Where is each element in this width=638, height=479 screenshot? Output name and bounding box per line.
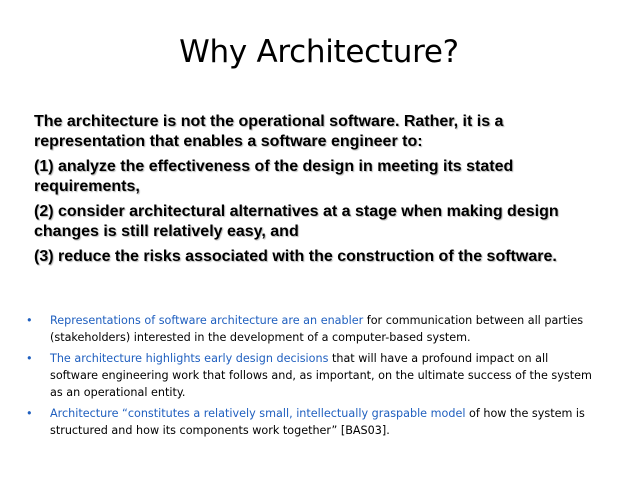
bullet-highlight: Representations of software architecture are an enabler	[50, 314, 364, 327]
bullet-marker: •	[26, 314, 33, 327]
quote-point-1: (1) analyze the effectiveness of the design in meeting its stated requirements,	[34, 158, 514, 195]
bullet-item	[26, 312, 592, 346]
bullet-item	[26, 405, 592, 439]
quote-block	[34, 112, 594, 273]
bullet-marker: •	[26, 407, 33, 420]
quote-point-3: (3) reduce the risks associated with the construction of the software.	[34, 248, 557, 265]
quote-intro: The architecture is not the operational software. Rather, it is a representation that enables a software engineer to:	[34, 113, 504, 150]
bullet-item	[26, 350, 592, 401]
bullet-marker: •	[26, 352, 33, 365]
bullet-highlight: The architecture highlights early design decisions	[50, 352, 329, 365]
bullet-text: for communication between all parties (stakeholders) interested in the development of a computer-based system.	[50, 314, 584, 344]
bullet-text: that will have a profound impact on all software engineering work that follows and, as important, on the ultimate success of the system as an operational entity.	[50, 352, 592, 399]
bullet-highlight: Architecture “constitutes a relatively small, intellectually graspable model	[50, 407, 466, 420]
bullet-list	[26, 312, 592, 443]
quote-point-2: (2) consider architectural alternatives at a stage when making design changes is still relatively easy, and	[34, 203, 559, 240]
slide-title: Why Architecture?	[179, 34, 459, 70]
bullet-text: of how the system is structured and how its components work together” [BAS03].	[50, 407, 585, 437]
